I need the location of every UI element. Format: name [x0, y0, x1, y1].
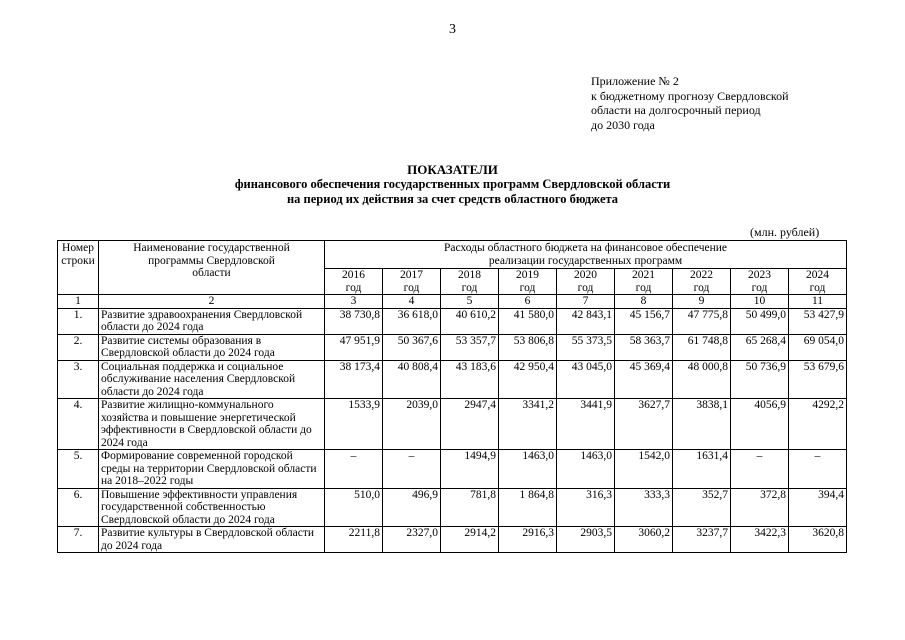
- units-label: (млн. рублей): [750, 225, 820, 239]
- program-name: Развитие жилищно-коммунального хозяйства и повышение энергетической эффективности в Свердловской области до 2024 года: [99, 399, 325, 450]
- value-cell: 3237,7: [673, 527, 731, 553]
- title-main: ПОКАЗАТЕЛИ: [407, 162, 498, 177]
- value-cell: 4292,2: [789, 399, 847, 450]
- value-cell: 2947,4: [441, 399, 499, 450]
- header-year-2016: [325, 269, 383, 295]
- column-index-cell: 10: [731, 295, 789, 309]
- value-cell: 58 363,7: [615, 334, 673, 360]
- year-value: 2023: [748, 269, 771, 281]
- value-cell: 3422,3: [731, 527, 789, 553]
- title-line: финансового обеспечения государственных программ Свердловской области: [234, 177, 671, 191]
- year-value: 2017: [400, 269, 423, 281]
- row-number: 6.: [58, 488, 99, 527]
- value-cell: 55 373,5: [557, 334, 615, 360]
- program-name: Формирование современной городской среды на территории Свердловской области на 2018–2022 годы: [99, 450, 325, 489]
- row-number: 5.: [58, 450, 99, 489]
- programs-table: [57, 240, 847, 553]
- value-cell: 53 806,8: [499, 334, 557, 360]
- column-index-cell: 1: [58, 295, 99, 309]
- value-cell: 40 610,2: [441, 308, 499, 334]
- year-suffix: год: [809, 281, 826, 294]
- value-cell: 1533,9: [325, 399, 383, 450]
- header-year-2019: [499, 269, 557, 295]
- row-number: 3.: [58, 360, 99, 399]
- value-cell: 496,9: [383, 488, 441, 527]
- column-index-cell: 6: [499, 295, 557, 309]
- year-suffix: год: [345, 281, 362, 294]
- value-cell: 43 045,0: [557, 360, 615, 399]
- year-suffix: год: [693, 281, 710, 294]
- value-cell: 2903,5: [557, 527, 615, 553]
- header-year-2022: [673, 269, 731, 295]
- value-cell: 1631,4: [673, 450, 731, 489]
- value-cell: 50 499,0: [731, 308, 789, 334]
- value-cell: 1463,0: [499, 450, 557, 489]
- table-row: [58, 334, 847, 360]
- header-year-2021: [615, 269, 673, 295]
- column-index-cell: 4: [383, 295, 441, 309]
- value-cell: 45 369,4: [615, 360, 673, 399]
- column-index-cell: 7: [557, 295, 615, 309]
- header-row: [58, 241, 847, 269]
- value-cell: –: [789, 450, 847, 489]
- program-name: Развитие системы образования в Свердловской области до 2024 года: [99, 334, 325, 360]
- year-value: 2020: [574, 269, 597, 281]
- value-cell: 2914,2: [441, 527, 499, 553]
- value-cell: 1 864,8: [499, 488, 557, 527]
- value-cell: 53 679,6: [789, 360, 847, 399]
- value-cell: 42 950,4: [499, 360, 557, 399]
- program-name: Социальная поддержка и социальное обслуживание населения Свердловской области до 2024 года: [99, 360, 325, 399]
- value-cell: 333,3: [615, 488, 673, 527]
- year-suffix: год: [635, 281, 652, 294]
- header-year-2017: [383, 269, 441, 295]
- program-name: Повышение эффективности управления государственной собственностью Свердловской области до 2024 года: [99, 488, 325, 527]
- annex-block: [591, 74, 789, 132]
- value-cell: 352,7: [673, 488, 731, 527]
- value-cell: 2211,8: [325, 527, 383, 553]
- header-row-number: Номер строки: [58, 241, 99, 295]
- page-number: 3: [449, 22, 456, 37]
- value-cell: 43 183,6: [441, 360, 499, 399]
- annex-line: области на долгосрочный период: [591, 103, 761, 117]
- value-cell: 36 618,0: [383, 308, 441, 334]
- year-suffix: год: [461, 281, 478, 294]
- value-cell: 50 367,6: [383, 334, 441, 360]
- value-cell: 41 580,0: [499, 308, 557, 334]
- column-index-cell: 5: [441, 295, 499, 309]
- program-name: Развитие культуры в Свердловской области до 2024 года: [99, 527, 325, 553]
- value-cell: 3627,7: [615, 399, 673, 450]
- value-cell: 372,8: [731, 488, 789, 527]
- header-year-2020: [557, 269, 615, 295]
- value-cell: 3838,1: [673, 399, 731, 450]
- value-cell: 510,0: [325, 488, 383, 527]
- value-cell: 38 730,8: [325, 308, 383, 334]
- document-title: [0, 162, 905, 207]
- value-cell: 61 748,8: [673, 334, 731, 360]
- row-number: 7.: [58, 527, 99, 553]
- value-cell: –: [731, 450, 789, 489]
- value-cell: 45 156,7: [615, 308, 673, 334]
- annex-line: Приложение № 2: [591, 74, 679, 88]
- value-cell: 394,4: [789, 488, 847, 527]
- column-index-cell: 3: [325, 295, 383, 309]
- column-index-cell: 2: [99, 295, 325, 309]
- value-cell: 781,8: [441, 488, 499, 527]
- year-value: 2022: [690, 269, 713, 281]
- value-cell: 3620,8: [789, 527, 847, 553]
- value-cell: 1542,0: [615, 450, 673, 489]
- column-index-cell: 8: [615, 295, 673, 309]
- column-index-row: [58, 295, 847, 309]
- title-line: на период их действия за счет средств областного бюджета: [286, 192, 619, 206]
- value-cell: 2327,0: [383, 527, 441, 553]
- value-cell: 40 808,4: [383, 360, 441, 399]
- value-cell: 47 775,8: [673, 308, 731, 334]
- value-cell: 1494,9: [441, 450, 499, 489]
- table-row: [58, 399, 847, 450]
- value-cell: 3060,2: [615, 527, 673, 553]
- value-cell: 1463,0: [557, 450, 615, 489]
- header-program-name: Наименование государственной программы Свердловской области: [99, 241, 325, 295]
- value-cell: 316,3: [557, 488, 615, 527]
- year-suffix: год: [403, 281, 420, 294]
- value-cell: 4056,9: [731, 399, 789, 450]
- year-value: 2021: [632, 269, 655, 281]
- year-value: 2018: [458, 269, 481, 281]
- row-number: 4.: [58, 399, 99, 450]
- value-cell: 47 951,9: [325, 334, 383, 360]
- row-number: 1.: [58, 308, 99, 334]
- value-cell: 2039,0: [383, 399, 441, 450]
- column-index-cell: 9: [673, 295, 731, 309]
- value-cell: –: [325, 450, 383, 489]
- table-row: [58, 488, 847, 527]
- table-row: [58, 360, 847, 399]
- value-cell: 65 268,4: [731, 334, 789, 360]
- table-row: [58, 527, 847, 553]
- value-cell: 50 736,9: [731, 360, 789, 399]
- annex-line: к бюджетному прогнозу Свердловской: [591, 88, 789, 103]
- table-row: [58, 308, 847, 334]
- annex-line: до 2030 года: [591, 117, 655, 132]
- year-value: 2024: [806, 269, 829, 281]
- year-suffix: год: [577, 281, 594, 294]
- header-year-2018: [441, 269, 499, 295]
- year-suffix: год: [519, 281, 536, 294]
- header-year-2024: [789, 269, 847, 295]
- value-cell: 3441,9: [557, 399, 615, 450]
- value-cell: 53 427,9: [789, 308, 847, 334]
- header-year-2023: [731, 269, 789, 295]
- year-suffix: год: [751, 281, 768, 294]
- column-index-cell: 11: [789, 295, 847, 309]
- header-expenses: Расходы областного бюджета на финансовое обеспечение реализации государственных программ: [325, 241, 847, 269]
- value-cell: 48 000,8: [673, 360, 731, 399]
- year-value: 2016: [342, 269, 365, 281]
- row-number: 2.: [58, 334, 99, 360]
- year-value: 2019: [516, 269, 539, 281]
- value-cell: 3341,2: [499, 399, 557, 450]
- program-name: Развитие здравоохранения Свердловской области до 2024 года: [99, 308, 325, 334]
- value-cell: 2916,3: [499, 527, 557, 553]
- table-row: [58, 450, 847, 489]
- value-cell: 69 054,0: [789, 334, 847, 360]
- value-cell: –: [383, 450, 441, 489]
- value-cell: 38 173,4: [325, 360, 383, 399]
- value-cell: 53 357,7: [441, 334, 499, 360]
- value-cell: 42 843,1: [557, 308, 615, 334]
